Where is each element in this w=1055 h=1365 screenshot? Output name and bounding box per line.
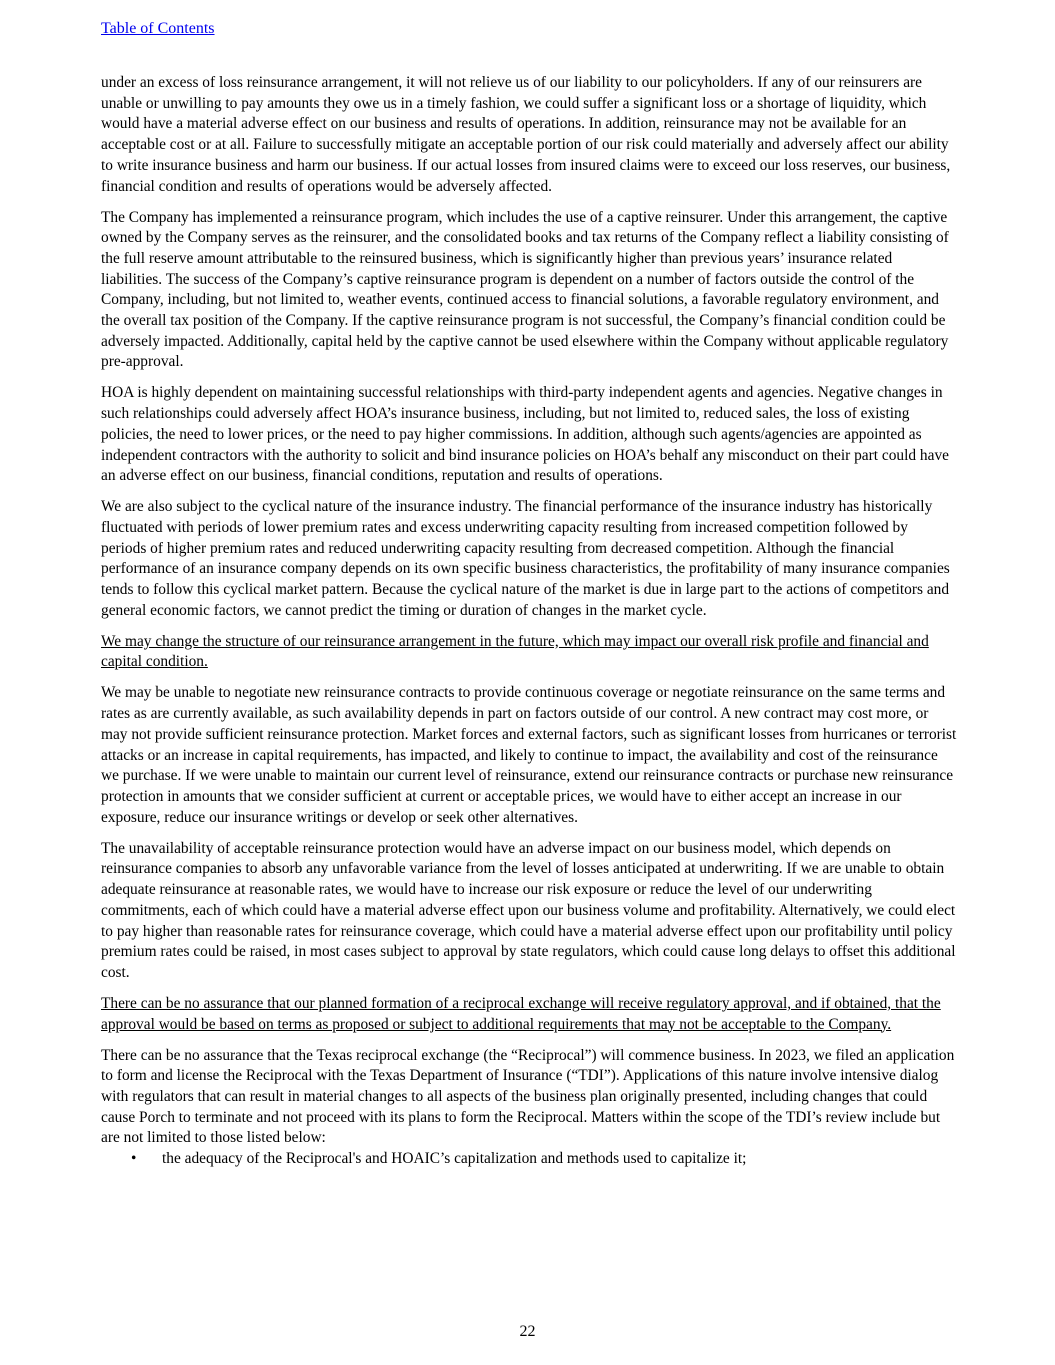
paragraph-reinsurance-liability: under an excess of loss reinsurance arrangement, it will not relieve us of our liability to our policyholders. If any of our reinsurers are unable or unwilling to pay amounts they owe us in a timely fashion, we could suffer a significant loss or a shortage of liquidity, which would have a material adverse effect on our business and results of operations. In addition, reinsurance may not be available for an acceptable cost or at all. Failure to successfully mitigate an acceptable portion of our risk could materially and adversely affect our ability to write insurance business and harm our business. If our actual losses from insured claims were to exceed our loss reserves, our business, financial condition and results of operations would be adversely affected. [101, 74, 951, 195]
paragraph-cyclical-industry: We are also subject to the cyclical nature of the insurance industry. The financial performance of the insurance industry has historically fluctuated with periods of lower premium rates and excess underwriting capacity resulting from increased competition followed by periods of higher premium rates and reduced underwriting capacity resulting from decreased competition. Although the financial performance of an insurance company depends on its own specific business characteristics, the profitability of many insurance companies tends to follow this cyclical market pattern. Because the cyclical nature of the market is due in large part to the actions of competitors and general economic factors, we cannot predict the timing or duration of changes in the market cycle. [101, 498, 950, 619]
risk-heading-reinsurance-structure: We may change the structure of our reinsurance arrangement in the future, which may impact our overall risk profile and financial and capital condition. [101, 632, 929, 671]
paragraph-reinsurance-unavailability: The unavailability of acceptable reinsurance protection would have an adverse impact on our business model, which depends on reinsurance companies to absorb any unfavorable variance from the level of losses anticipated at underwriting. If we are unable to obtain adequate reinsurance at reasonable rates, we would have to increase our risk exposure or reduce the level of our underwriting commitments, each of which could have a material adverse effect upon our business volume and profitability. Alternatively, we could elect to pay higher than reasonable rates for reinsurance coverage, which could have a material adverse effect upon our profitability until policy premium rates could be raised, in most cases subject to approval by state regulators, which could cause long delays to offset this additional cost. [101, 839, 956, 981]
list-item [101, 1149, 957, 1170]
paragraph-texas-reciprocal: There can be no assurance that the Texas reciprocal exchange (the “Reciprocal”) will commence business. In 2023, we filed an application to form and license the Reciprocal with the Texas Department of Insurance (“TDI”). Applications of this nature involve intensive dialog with regulators that can result in material changes to all aspects of the business plan originally presented, including changes that could cause Porch to terminate and not proceed with its plans to form the Reciprocal. Matters within the scope of the TDI’s review include but are not limited to those listed below: [101, 1046, 955, 1147]
page-number: 22 [519, 1323, 536, 1340]
table-of-contents-link[interactable]: Table of Contents [101, 20, 215, 37]
paragraph-independent-agents: HOA is highly dependent on maintaining successful relationships with third-party independent agents and agencies. Negative changes in such relationships could adversely affect HOA’s insurance business, including, but not limited to, reduced sales, the loss of existing policies, the need to lower prices, or the need to pay higher commissions. In addition, although such agents/agencies are appointed as independent contractors with the authority to solicit and bind insurance policies on HOA’s behalf any misconduct on their part could have an adverse effect on our business, financial conditions, reputation and results of operations. [101, 384, 949, 485]
paragraph-reinsurance-contracts: We may be unable to negotiate new reinsurance contracts to provide continuous coverage or negotiate reinsurance on the same terms and rates as are currently available, as such availability depends in part on factors outside of our control. A new contract may cost more, or may not provide sufficient reinsurance protection. Market forces and external factors, such as significant losses from hurricanes or terrorist attacks or an increase in capital requirements, has impacted, and likely to continue to impact, the availability and cost of the reinsurance we purchase. If we were unable to maintain our current level of reinsurance, extend our reinsurance contracts or purchase new reinsurance protection in amounts that we consider sufficient at current or acceptable prices, we would have to either accept an increase in our exposure, reduce our insurance writings or develop or seek other alternatives. [101, 684, 957, 826]
paragraph-captive-reinsurer: The Company has implemented a reinsurance program, which includes the use of a captive reinsurer. Under this arrangement, the captive owned by the Company serves as the reinsurer, and the consolidated books and tax returns of the Company reflect a liability consisting of the full reserve amount attributable to the reinsured business, which is significantly higher than previous years’ insurance related liabilities. The success of the Company’s captive reinsurance program is dependent on a number of factors outside the control of the Company, including, but not limited to, weather events, continued access to financial solutions, a favorable regulatory environment, and the overall tax position of the Company. If the captive reinsurance program is not successful, the Company’s financial condition could be adversely impacted. Additionally, capital held by the captive cannot be used elsewhere within the Company without applicable regulatory pre-approval. [101, 208, 949, 371]
list-item-text: the adequacy of the Reciprocal's and HOAIC’s capitalization and methods used to capitalize it; [162, 1150, 747, 1168]
document-body [101, 73, 957, 1170]
tdi-review-list [101, 1149, 957, 1170]
bullet-marker: • [131, 1150, 137, 1168]
risk-heading-reciprocal-exchange: There can be no assurance that our planned formation of a reciprocal exchange will receive regulatory approval, and if obtained, that the approval would be based on terms as proposed or subject to additional requirements that may not be acceptable to the Company. [101, 994, 941, 1033]
